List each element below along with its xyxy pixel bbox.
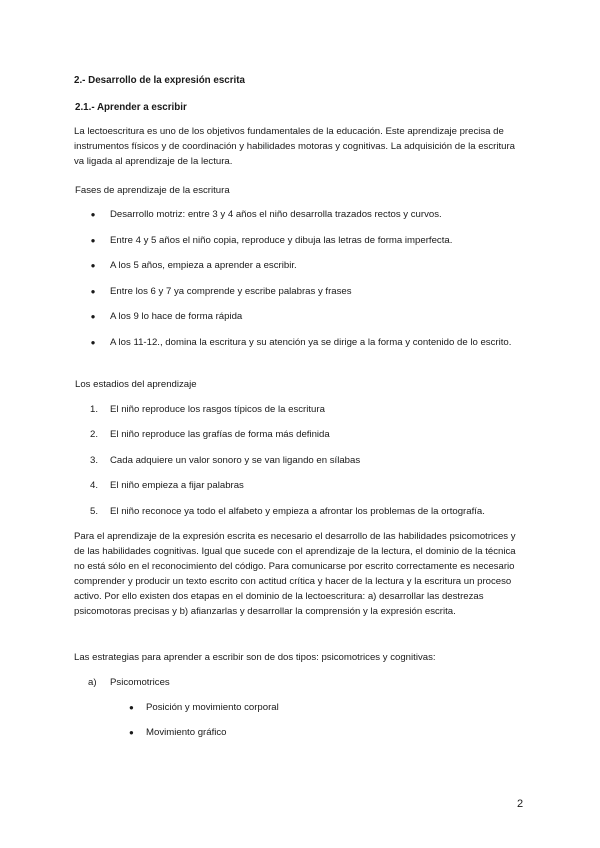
list-item-text: A los 9 lo hace de forma rápida — [110, 311, 243, 322]
list-item-text: A los 11-12., domina la escritura y su atención ya se dirige a la forma y contenido de lo escrito. — [110, 337, 512, 348]
list-number: 1. — [89, 404, 98, 415]
list-item-text: Cada adquiere un valor sonoro y se van ligando en sílabas — [110, 455, 361, 466]
bullet-icon: ● — [90, 312, 96, 321]
list-item-text: Desarrollo motriz: entre 3 y 4 años el niño desarrolla trazados rectos y curvos. — [110, 209, 442, 220]
list-item-text: Entre 4 y 5 años el niño copia, reproduce y dibuja las letras de forma imperfecta. — [110, 235, 453, 246]
list-item-text: El niño reproduce las grafías de forma más definida — [110, 429, 330, 440]
list-item-text: Posición y movimiento corporal — [146, 702, 279, 713]
strategy-label: Psicomotrices — [110, 677, 170, 688]
bullet-icon: ● — [90, 338, 96, 347]
section-title: 2.- Desarrollo de la expresión escrita — [74, 75, 245, 86]
stages-label: Los estadios del aprendizaje — [75, 379, 197, 390]
bullet-icon: ● — [90, 210, 96, 219]
list-item-text: Movimiento gráfico — [146, 727, 227, 738]
page-number: 2 — [517, 798, 524, 810]
list-item-text: El niño reconoce ya todo el alfabeto y empieza a afrontar los problemas de la ortografía. — [110, 506, 485, 517]
paragraph: Para el aprendizaje de la expresión escrita es necesario el desarrollo de las habilidades psicomotrices y de las habilidades cognitivas. Igual que sucede con el aprendizaje de la lectura, el dominio de la técnica no está sólo en el reconocimiento del código. Para comunicarse por escrito correctamente es necesario comprender y producir un texto escrito con actitud crítica y hacer de la lectura y la escritura un proceso activo. Por ello existen dos etapas en el dominio de la lectoescritura: a) desarrollar las destrezas psicomotoras precisas y b) afianzarlas y desarrollar la comprensión y la expresión escrita. — [74, 531, 516, 617]
list-item-text: El niño empieza a fijar palabras — [110, 480, 244, 491]
list-number: 5. — [89, 506, 98, 517]
list-item-text: A los 5 años, empieza a aprender a escribir. — [110, 260, 297, 271]
subsection-title: 2.1.- Aprender a escribir — [75, 102, 187, 113]
list-number: 3. — [89, 455, 98, 466]
list-item-text: Entre los 6 y 7 ya comprende y escribe palabras y frases — [110, 286, 352, 297]
list-number: 4. — [89, 480, 98, 491]
list-marker: a) — [88, 677, 97, 688]
bullet-icon: ● — [129, 703, 134, 712]
bullet-icon: ● — [90, 261, 96, 270]
bullet-icon: ● — [90, 236, 96, 245]
paragraph: Las estrategias para aprender a escribir son de dos tipos: psicomotrices y cognitivas: — [74, 652, 436, 663]
bullet-icon: ● — [129, 728, 134, 737]
phases-label: Fases de aprendizaje de la escritura — [75, 185, 230, 196]
list-item-text: El niño reproduce los rasgos típicos de la escritura — [110, 404, 325, 415]
list-number: 2. — [89, 429, 98, 440]
bullet-icon: ● — [90, 287, 96, 296]
intro-paragraph: La lectoescritura es uno de los objetivos fundamentales de la educación. Este aprendizaje precisa de instrumentos físicos y de coordinación y habilidades motoras y cognitivas. La adquisición de la escritura va ligada al aprendizaje de la lectura. — [74, 126, 516, 167]
